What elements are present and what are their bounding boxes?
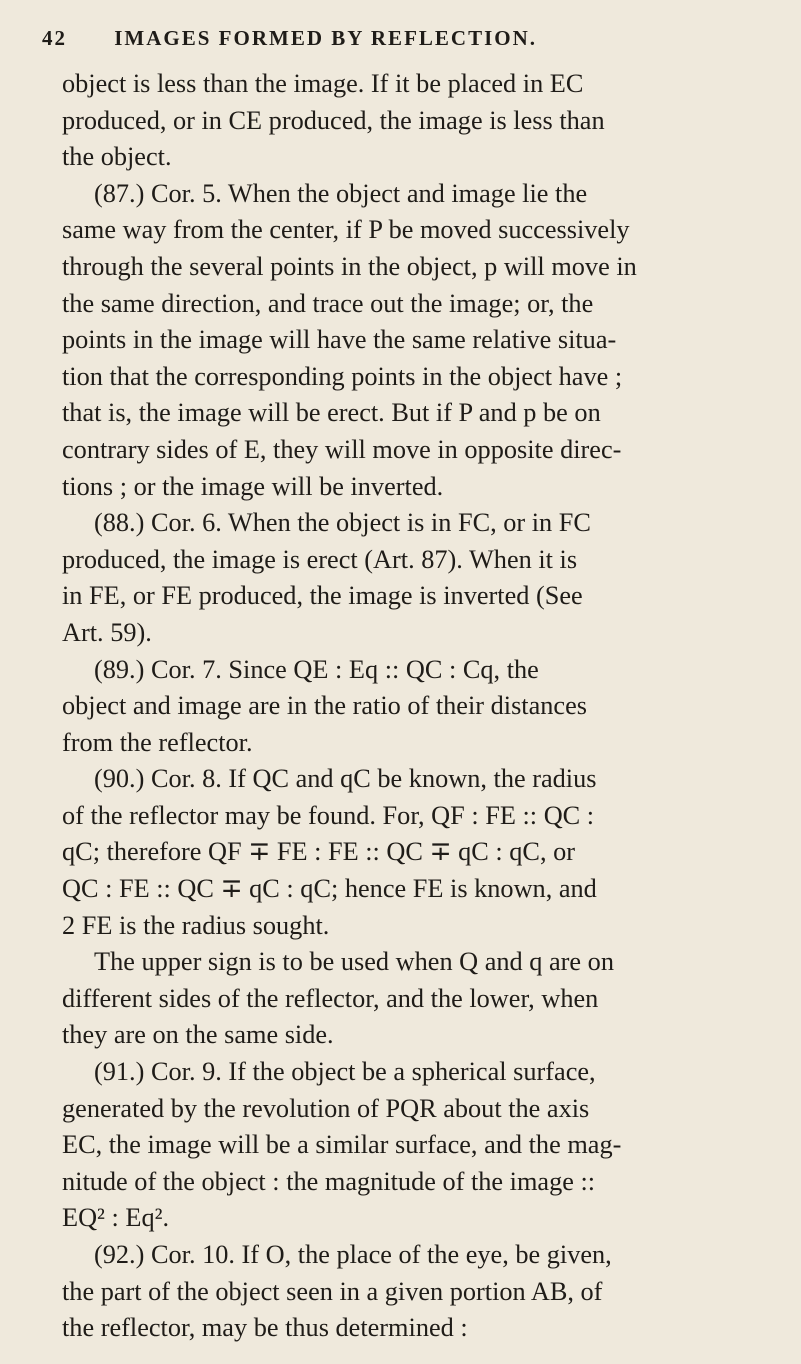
text-line: in FE, or FE produced, the image is inverted (See [62,581,583,611]
text-line: through the several points in the object, p will move in [62,251,637,281]
paragraph-89-start: (89.) Cor. 7. Since QE : Eq :: QC : Cq, the [94,654,539,684]
page-header [42,26,537,51]
paragraph-88-start: (88.) Cor. 6. When the object is in FC, or in FC [94,508,591,538]
text-line: contrary sides of E, they will move in opposite direc- [62,434,622,464]
text-line: of the reflector may be found. For, QF : FE :: QC : [62,800,595,830]
text-line: points in the image will have the same relative situa- [62,325,617,355]
note-start: The upper sign is to be used when Q and q are on [94,947,614,977]
text-line: the reflector, may be thus determined : [62,1313,468,1343]
paragraph-92-start: (92.) Cor. 10. If O, the place of the eye, be given, [94,1240,612,1269]
text-line: same way from the center, if P be moved successively [62,215,630,245]
text-line: EC, the image will be a similar surface, and the mag- [62,1130,622,1160]
text-line: EQ² : Eq². [62,1203,170,1233]
text-line: object and image are in the ratio of their distances [62,691,588,721]
text-line: tion that the corresponding points in the object have ; [62,361,623,391]
text-line: generated by the revolution of PQR about the axis [62,1093,590,1123]
text-line: Art. 59). [62,617,152,647]
text-line: from the reflector. [62,727,253,757]
text-line: object is less than the image. If it be placed in EC [62,69,584,98]
paragraph-91-start: (91.) Cor. 9. If the object be a spherical surface, [94,1057,596,1087]
text-line: qC; therefore QF ∓ FE : FE :: QC ∓ qC : qC, or [62,837,576,867]
text-line: 2 FE is the radius sought. [62,910,330,940]
paragraph-90-start: (90.) Cor. 8. If QC and qC be known, the radius [94,764,597,794]
text-line: the part of the object seen in a given portion AB, of [62,1276,603,1306]
text-line: produced, or in CE produced, the image is less than [62,105,605,135]
text-line: that is, the image will be erect. But if P and p be on [62,398,601,428]
paragraph-87-start: (87.) Cor. 5. When the object and image lie the [94,178,588,208]
text-line: the object. [62,142,172,172]
text-line: tions ; or the image will be inverted. [62,471,444,501]
text-line: nitude of the object : the magnitude of the image :: [62,1166,596,1196]
body-text [62,66,784,1347]
running-title: IMAGES FORMED BY REFLECTION. [114,26,538,50]
text-line: produced, the image is erect (Art. 87). When it is [62,544,578,574]
text-line: different sides of the reflector, and the lower, when [62,983,599,1013]
text-line: the same direction, and trace out the image; or, the [62,288,594,318]
text-line: QC : FE :: QC ∓ qC : qC; hence FE is known, and [62,874,597,904]
page-number: 42 [42,26,67,50]
text-line: they are on the same side. [62,1020,334,1050]
